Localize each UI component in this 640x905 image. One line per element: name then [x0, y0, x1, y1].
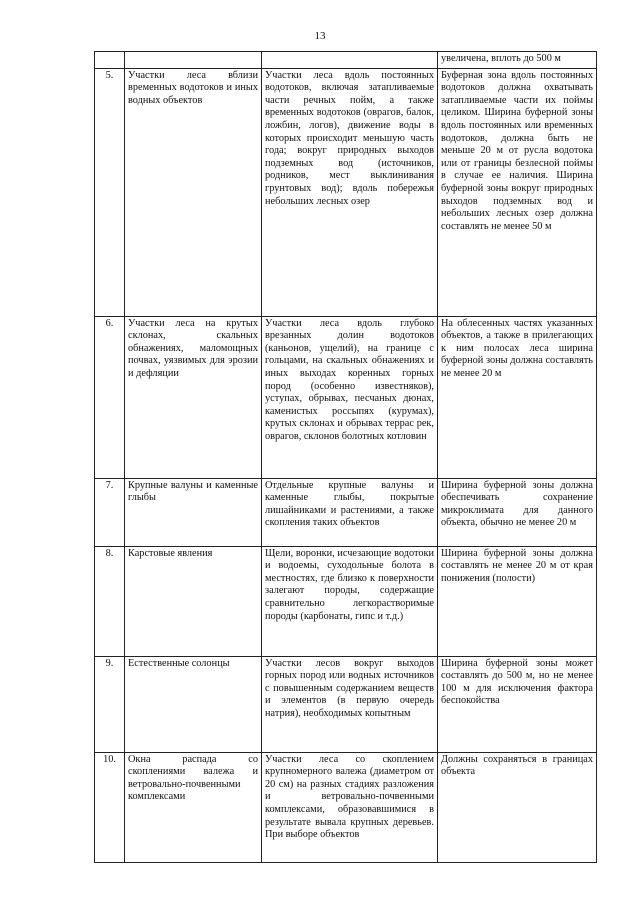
cell-num: 9. [95, 656, 125, 752]
cell-object: Крупные валуны и каменные глыбы [125, 478, 262, 546]
cell-buffer: увеличена, вплоть до 500 м [438, 52, 597, 69]
cell-num: 6. [95, 316, 125, 478]
table-row [95, 316, 597, 478]
cell-num: 7. [95, 478, 125, 546]
table-row [95, 656, 597, 752]
cell-description: Участки леса вдоль глубоко врезанных долин водотоков (каньонов, ущелий), на границе с гольцами, на скальных обнажениях и иных выходах коренных горных пород (особенно известняков), уступах, обрывах, песчаных дюнах, каменистых россыпях (курумах), крутых склонах и обрывах террас рек, оврагов, склонов болотных котловин [262, 316, 438, 478]
cell-num: 5. [95, 68, 125, 316]
cell-buffer: Ширина буферной зоны должна составлять не менее 20 м от края понижения (полости) [438, 546, 597, 656]
cell-description: Щели, воронки, исчезающие водотоки и водоемы, суходольные болота в местностях, где близко к поверхности залегают породы, содержащие сравнительно легкорастворимые породы (карбонаты, гипс и т.д.) [262, 546, 438, 656]
cell-description: Участки леса со скоплением крупномерного валежа (диаметром от 20 см) на разных стадиях разложения и ветровально-почвенными комплексами, образовавшимися в результате вывала крупных деревьев. При выборе объектов [262, 752, 438, 862]
cell-description: Участки лесов вокруг выходов горных пород или водных источников с повышенным содержанием веществ и элементов (в первую очередь натрия), необходимых копытным [262, 656, 438, 752]
table-row-continuation [95, 52, 597, 69]
table-row [95, 68, 597, 316]
cell-buffer: Буферная зона вдоль постоянных водотоков должна охватывать затапливаемые части их поймы целиком. Ширина буферной зоны вдоль постоянных или временных водотоков, должна быть не меньше 20 м от русла водотока или от границы безлесной поймы в случае ее наличия. Ширина буферной зоны вокруг природных выходов подземных вод и небольших лесных озер должна составлять не менее 50 м [438, 68, 597, 316]
cell-object: Естественные солонцы [125, 656, 262, 752]
cell-buffer: На облесенных частях указанных объектов, а также в прилегающих к ним полосах леса ширина буферной зоны должна составлять не менее 20 м [438, 316, 597, 478]
cell-description: Участки леса вдоль постоянных водотоков, включая затапливаемые части речных пойм, а также временных водотоков (оврагов, балок, ложбин, логов), движение воды в которых происходит меньшую часть года; вокруг природных выходов подземных вод (источников, родников, мест выклинивания грунтовых вод); вдоль побережья небольших лесных озер [262, 68, 438, 316]
cell-object [125, 52, 262, 69]
page-number: 13 [314, 30, 326, 42]
cell-num [95, 52, 125, 69]
table-row [95, 752, 597, 862]
cell-description: Отдельные крупные валуны и каменные глыбы, покрытые лишайниками и растениями, а также скопления таких объектов [262, 478, 438, 546]
cell-object: Участки леса на крутых склонах, скальных обнажениях, маломощных почвах, уязвимых для эрозии и дефляции [125, 316, 262, 478]
cell-num: 8. [95, 546, 125, 656]
cell-buffer: Ширина буферной зоны должна обеспечивать сохранение микроклимата для данного объекта, обычно не менее 20 м [438, 478, 597, 546]
cell-object: Участки леса вблизи временных водотоков и иных водных объектов [125, 68, 262, 316]
cell-description [262, 52, 438, 69]
cell-buffer: Ширина буферной зоны может составлять до 500 м, но не менее 100 м для исключения фактора беспокойства [438, 656, 597, 752]
cell-object: Окна распада со скоплениями валежа и ветровально-почвенными комплексами [125, 752, 262, 862]
table-row [95, 546, 597, 656]
cell-num: 10. [95, 752, 125, 862]
cell-object: Карстовые явления [125, 546, 262, 656]
cell-buffer: Должны сохраняться в границах объекта [438, 752, 597, 862]
table-row [95, 478, 597, 546]
buffer-zone-table [94, 51, 597, 863]
